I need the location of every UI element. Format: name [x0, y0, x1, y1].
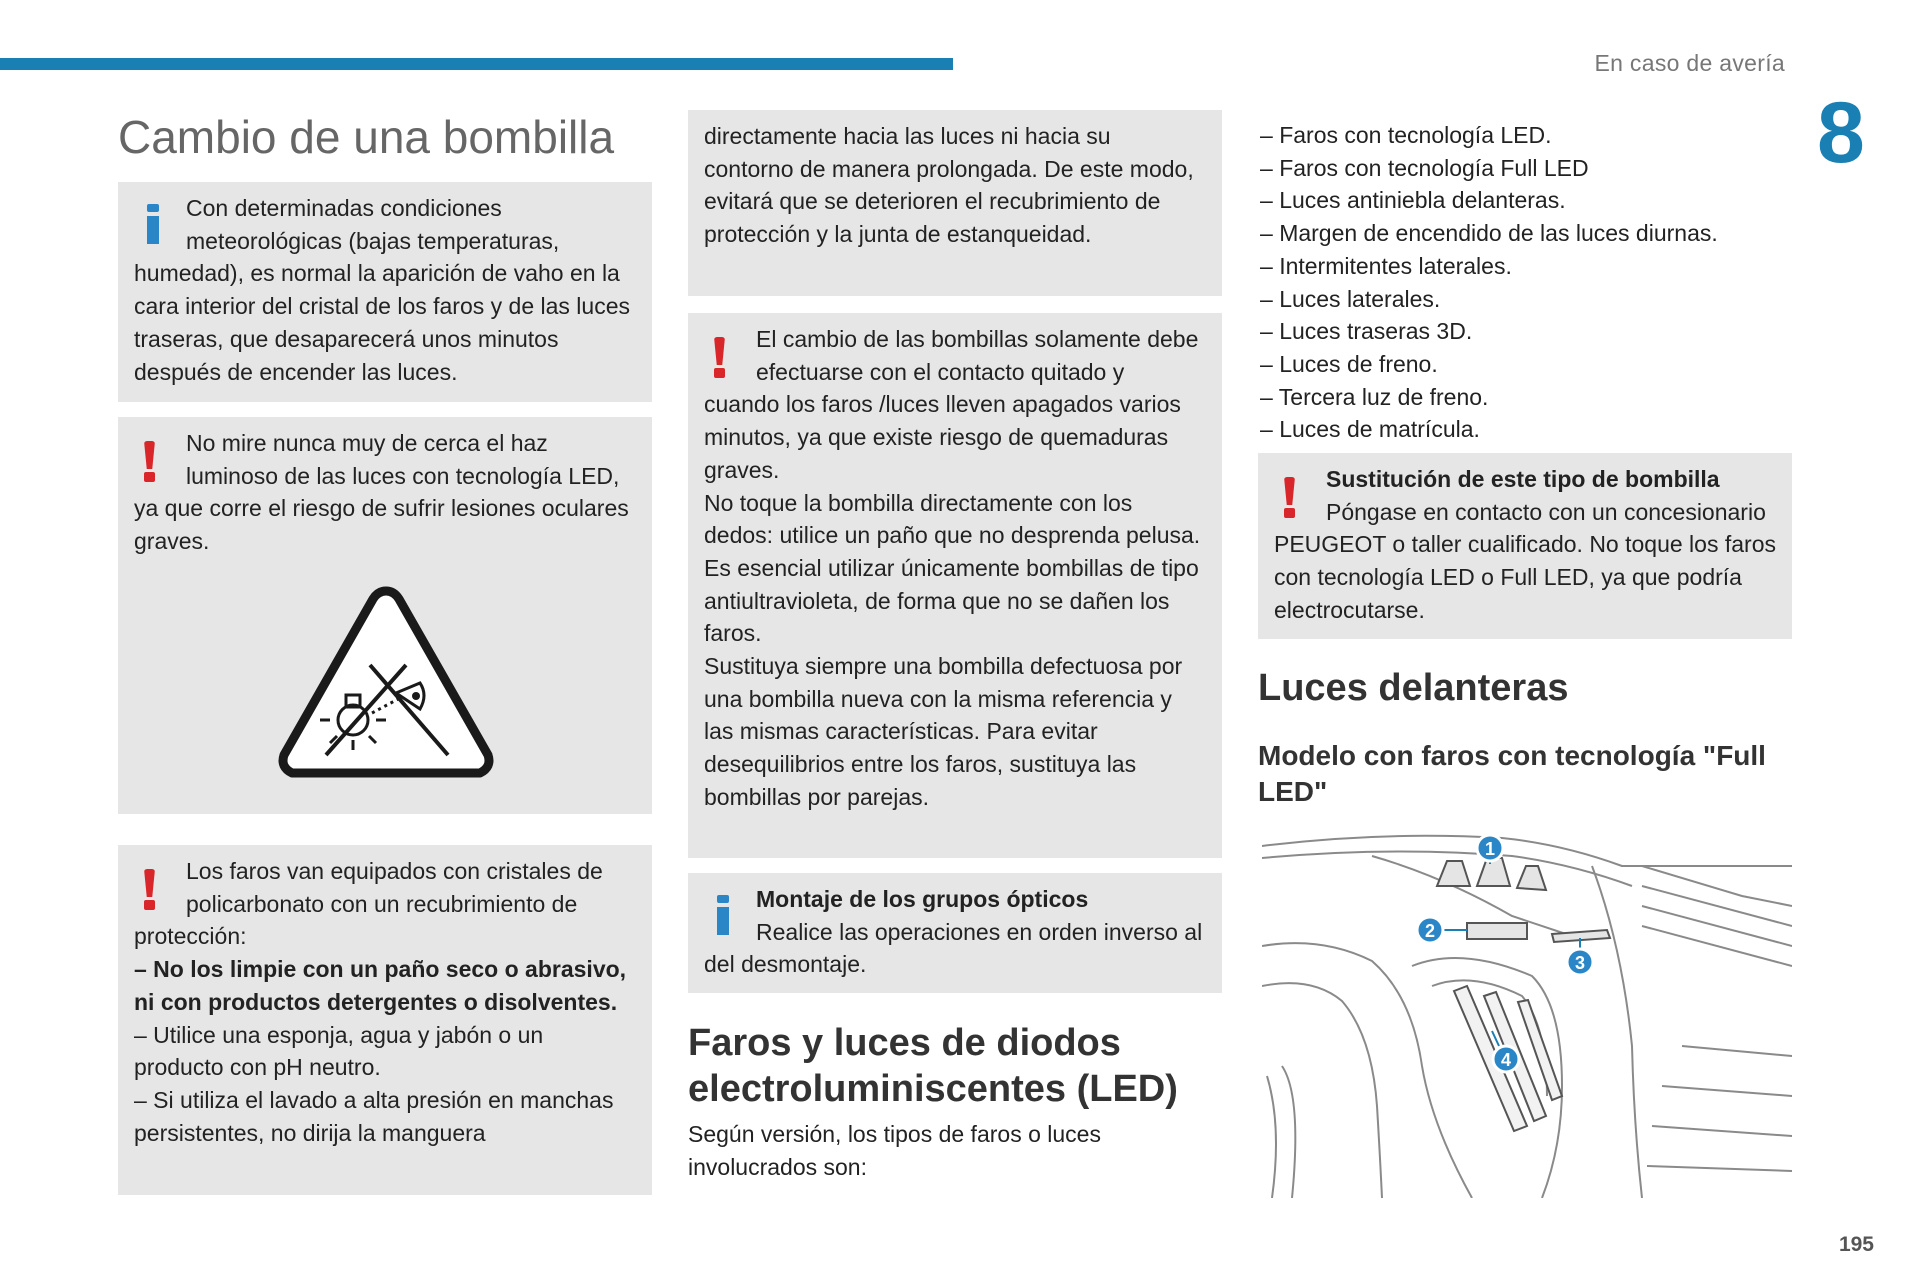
svg-text:3: 3	[1574, 953, 1586, 973]
warning-text: No mire nunca muy de cerca el haz luminoso de las luces con tecnología LED, ya que corre el riesgo de sufrir lesiones oculares graves.	[134, 430, 629, 555]
list-item: – Luces traseras 3D.	[1260, 315, 1780, 348]
warning-title: Sustitución de este tipo de bombilla	[1326, 466, 1720, 492]
warning-box-bulb-change	[688, 313, 1222, 858]
info-box-assembly	[688, 873, 1222, 993]
callout-2	[1417, 917, 1443, 943]
list-item: – Luces de matrícula.	[1260, 413, 1780, 446]
svg-text:2: 2	[1424, 921, 1436, 941]
list-item: – Luces antiniebla delanteras.	[1260, 184, 1780, 217]
svg-text:1: 1	[1484, 839, 1496, 859]
warning-bold-item: – No los limpie con un paño seco o abrasivo, ni con productos detergentes o disolventes.	[134, 956, 627, 1015]
info-title: Montaje de los grupos ópticos	[756, 886, 1089, 912]
callout-1	[1477, 835, 1503, 861]
info-text: Con determinadas condiciones meteorológicas (bajas temperaturas, humedad), es normal la aparición de vaho en la cara interior del cristal de los faros y de las luces traseras, que desaparecerá unos minutos después de encender las luces.	[134, 195, 630, 385]
list-item: – Faros con tecnología LED.	[1260, 119, 1780, 152]
list-item: – Margen de encendido de las luces diurnas.	[1260, 217, 1780, 250]
info-box-condensation	[118, 182, 652, 402]
warning-box-led-replacement	[1258, 453, 1792, 639]
callout-4	[1493, 1046, 1519, 1072]
warning-text: Póngase en contacto con un concesionario PEUGEOT o taller cualificado. No toque los faros con tecnología LED o Full LED, ya que podría electrocutarse.	[1274, 498, 1776, 623]
led-light-list	[1260, 119, 1780, 446]
list-item: – Tercera luz de freno.	[1260, 381, 1780, 414]
page-title: Cambio de una bombilla	[118, 111, 615, 163]
callout-3	[1567, 949, 1593, 975]
front-lights-heading: Luces delanteras	[1258, 667, 1569, 709]
led-heading: Faros y luces de diodos electroluminiscentes (LED)	[688, 1022, 1178, 1111]
warning-paragraph: Sustituya siempre una bombilla defectuosa por una bombilla nueva con la misma referencia y las mismas características. Para evitar desequilibrios entre los faros, sustituya las bombillas por parejas.	[704, 653, 1183, 810]
warning-box-polycarbonate	[118, 845, 652, 1195]
warning-paragraph: No toque la bombilla directamente con los dedos: utilice un paño que no desprenda pelusa.	[704, 489, 1201, 549]
warning-intro: Los faros van equipados con cristales de policarbonato con un recubrimiento de protección:	[134, 858, 603, 950]
list-item: – Faros con tecnología Full LED	[1260, 152, 1780, 185]
led-intro: Según versión, los tipos de faros o luces involucrados son:	[688, 1121, 1101, 1180]
info-icon	[134, 192, 186, 250]
warning-icon	[1274, 463, 1326, 521]
full-led-headlamp-illustration	[1262, 826, 1792, 1198]
warning-icon	[134, 855, 186, 913]
warning-icon	[704, 323, 756, 381]
continued-text-box	[688, 110, 1222, 296]
list-item: – Luces de freno.	[1260, 348, 1780, 381]
warning-icon	[134, 427, 186, 485]
eye-hazard-warning-icon	[278, 585, 494, 781]
list-item: – Intermitentes laterales.	[1260, 250, 1780, 283]
warning-item: – Si utiliza el lavado a alta presión en manchas persistentes, no dirija la manguera	[134, 1086, 614, 1146]
info-icon	[704, 883, 756, 941]
page-number: 195	[1838, 1233, 1874, 1256]
continued-text: directamente hacia las luces ni hacia su contorno de manera prolongada. De este modo, evitará que se deterioren el recubrimiento de protección y la junta de estanqueidad.	[704, 123, 1194, 248]
list-item: – Luces laterales.	[1260, 283, 1780, 316]
section-label: En caso de avería	[1594, 50, 1785, 76]
warning-paragraph: Es esencial utilizar únicamente bombillas de tipo antiultravioleta, de forma que no se dañen los faros.	[704, 554, 1199, 647]
warning-paragraph: El cambio de las bombillas solamente debe efectuarse con el contacto quitado y cuando los faros /luces lleven apagados varios minutos, ya que existe riesgo de quemaduras graves.	[704, 326, 1199, 483]
header-accent-bar	[0, 58, 953, 70]
info-text: Realice las operaciones en orden inverso al del desmontaje.	[704, 918, 1203, 978]
full-led-subheading: Modelo con faros con tecnología "Full LED"	[1258, 740, 1766, 808]
chapter-number: 8	[1817, 85, 1865, 181]
warning-item: – Utilice una esponja, agua y jabón o un producto con pH neutro.	[134, 1021, 544, 1081]
svg-text:4: 4	[1500, 1050, 1512, 1070]
